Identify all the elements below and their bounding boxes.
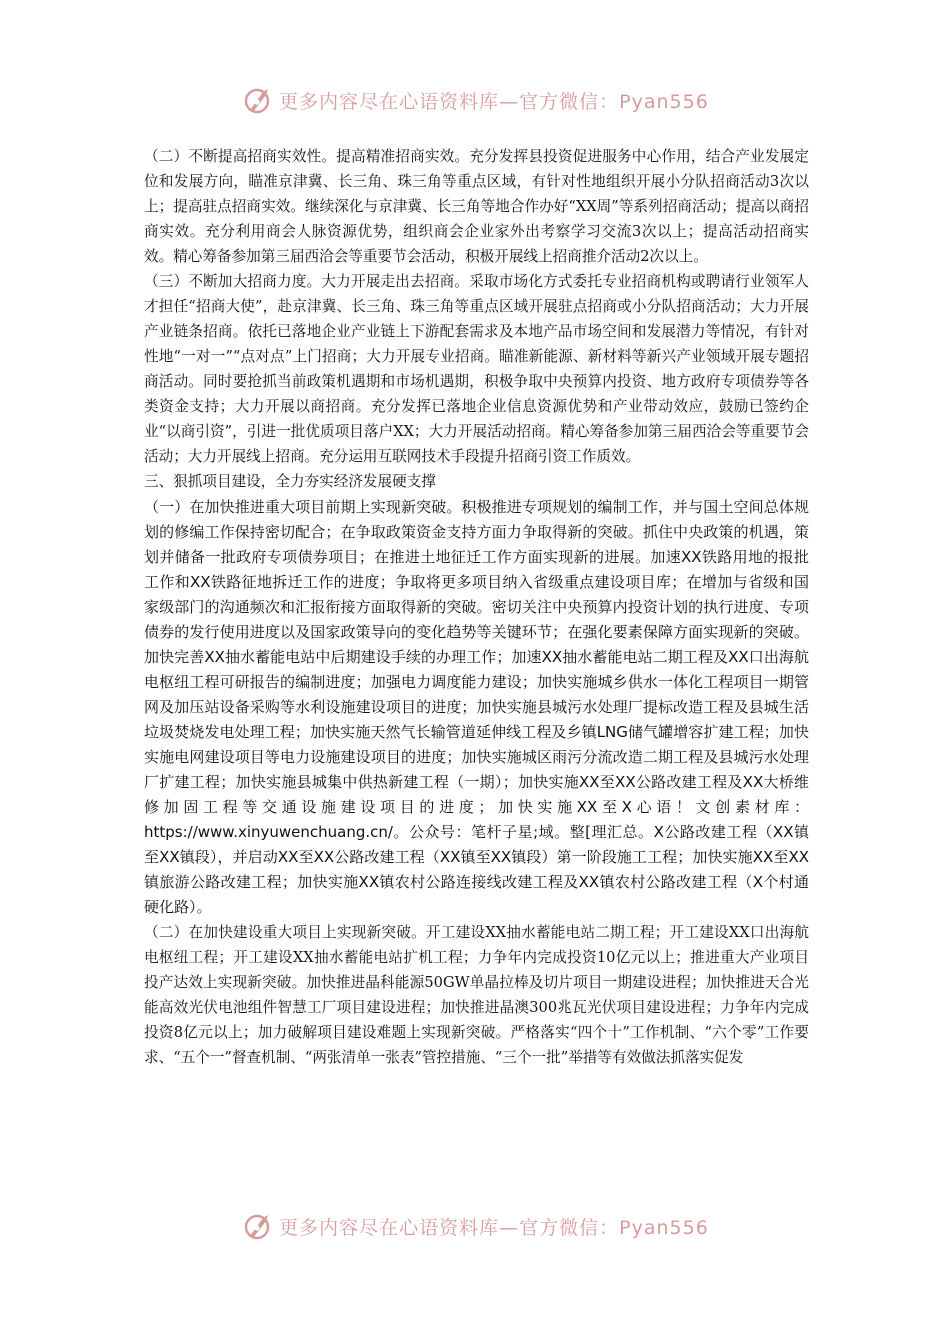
watermark-footer bbox=[0, 1206, 950, 1246]
watermark-header bbox=[0, 80, 950, 120]
watermark-text: 更多内容尽在心语资料库—官方微信：Pyan556 bbox=[279, 1216, 709, 1239]
paragraph-2-3: （三）不断加大招商力度。大力开展走出去招商。采取市场化方式委托专业招商机构或聘请行业领军人才担任“招商大使”，赴京津冀、长三角、珠三角等重点区域开展驻点招商或小分队招商活动；大力开展产业链条招商。依托已落地企业产业链上下游配套需求及本地产品市场空间和发展潜力等情况，有针对性地“一对一”“点对点”上门招商；大力开展专业招商。瞄准新能源、新材料等新兴产业领域开展专题招商活动。同时要抢抓当前政策机遇期和市场机遇期，积极争取中央预算内投资、地方政府专项债券等各类资金支持；大力开展以商招商。充分发挥已落地企业信息资源优势和产业带动效应，鼓励已签约企业“以商引资”，引进一批优质项目落户XX；大力开展活动招商。精心筹备参加第三届西洽会等重要节会活动；大力开展线上招商。充分运用互联网技术手段提升招商引资工作质效。 bbox=[144, 273, 809, 465]
document-body bbox=[144, 144, 809, 1070]
pen-nib-circle-icon bbox=[241, 83, 275, 117]
paragraph-3-1: （一）在加快推进重大项目前期上实现新突破。积极推进专项规划的编制工作，并与国土空间总体规划的修编工作保持密切配合；在争取政策资金支持方面力争取得新的突破。抓住中央政策的机遇，策划并储备一批政府专项债券项目；在推进土地征迁工作方面实现新的进展。加速XX铁路用地的报批工作和XX铁路征地拆迁工作的进度；争取将更多项目纳入省级重点建设项目库；在增加与省级和国家级部门的沟通频次和汇报衔接方面取得新的突破。密切关注中央预算内投资计划的执行进度、专项债券的发行使用进度以及国家政策导向的变化趋势等关键环节；在强化要素保障方面实现新的突破。加快完善XX抽水蓄能电站中后期建设手续的办理工作；加速XX抽水蓄能电站二期工程及XX口出海航电枢纽工程可研报告的编制进度；加强电力调度能力建设；加快实施城乡供水一体化工程项目一期管网及加压站设备采购等水利设施建设项目的进度；加快实施县城污水处理厂提标改造工程及县城生活垃圾焚烧发电处理工程；加快实施天然气长输管道延伸线工程及乡镇LNG储气罐增容扩建工程；加快实施电网建设项目等电力设施建设项目的进度；加快实施城区雨污分流改造二期工程及县城污水处理厂扩建工程；加快实施县城集中供热新建工程（一期）；加快实施XX至XX公路改建工程及XX大桥维修加固工程等交通设施建设项目的进度；加快实施XX至X心语！文创素材库：https://www.xinyuwenchuang.cn/。公众号：笔杆子星;域。整[理汇总。X公路改建工程（XX镇至XX镇段），并启动XX至XX公路改建工程（XX镇至XX镇段）第一阶段施工工程；加快实施XX至XX镇旅游公路改建工程；加快实施XX镇农村公路连接线改建工程及XX镇农村公路改建工程（X个村通硬化路）。 bbox=[144, 498, 809, 916]
watermark-text: 更多内容尽在心语资料库—官方微信：Pyan556 bbox=[279, 90, 709, 113]
pen-nib-circle-icon bbox=[241, 1209, 275, 1243]
paragraph-3-2: （二）在加快建设重大项目上实现新突破。开工建设XX抽水蓄能电站二期工程；开工建设XX口出海航电枢纽工程；开工建设XX抽水蓄能电站扩机工程；力争年内完成投资10亿元以上；推进重大产业项目投产达效上实现新突破。加快推进晶科能源50GW单晶拉棒及切片项目一期建设进程；加快推进天合光能高效光伏电池组件智慧工厂项目建设进程；加快推进晶澳300兆瓦光伏项目建设进程；力争年内完成投资8亿元以上；加力破解项目建设难题上实现新突破。严格落实“四个十”工作机制、“六个零”工作要求、“五个一”督查机制、“两张清单一张表”管控措施、“三个一批”举措等有效做法抓落实促发 bbox=[144, 924, 809, 1066]
paragraph-2-2: （二）不断提高招商实效性。提高精准招商实效。充分发挥县投资促进服务中心作用，结合产业发展定位和发展方向，瞄准京津冀、长三角、珠三角等重点区域，有针对性地组织开展小分队招商活动3次以上；提高驻点招商实效。继续深化与京津冀、长三角等地合作办好“XX周”等系列招商活动；提高以商招商实效。充分利用商会人脉资源优势，组织商会企业家外出考察学习交流3次以上；提高活动招商实效。精心筹备参加第三届西洽会等重要节会活动，积极开展线上招商推介活动2次以上。 bbox=[144, 148, 809, 265]
section-heading-3: 三、狠抓项目建设，全力夯实经济发展硬支撑 bbox=[144, 473, 436, 490]
